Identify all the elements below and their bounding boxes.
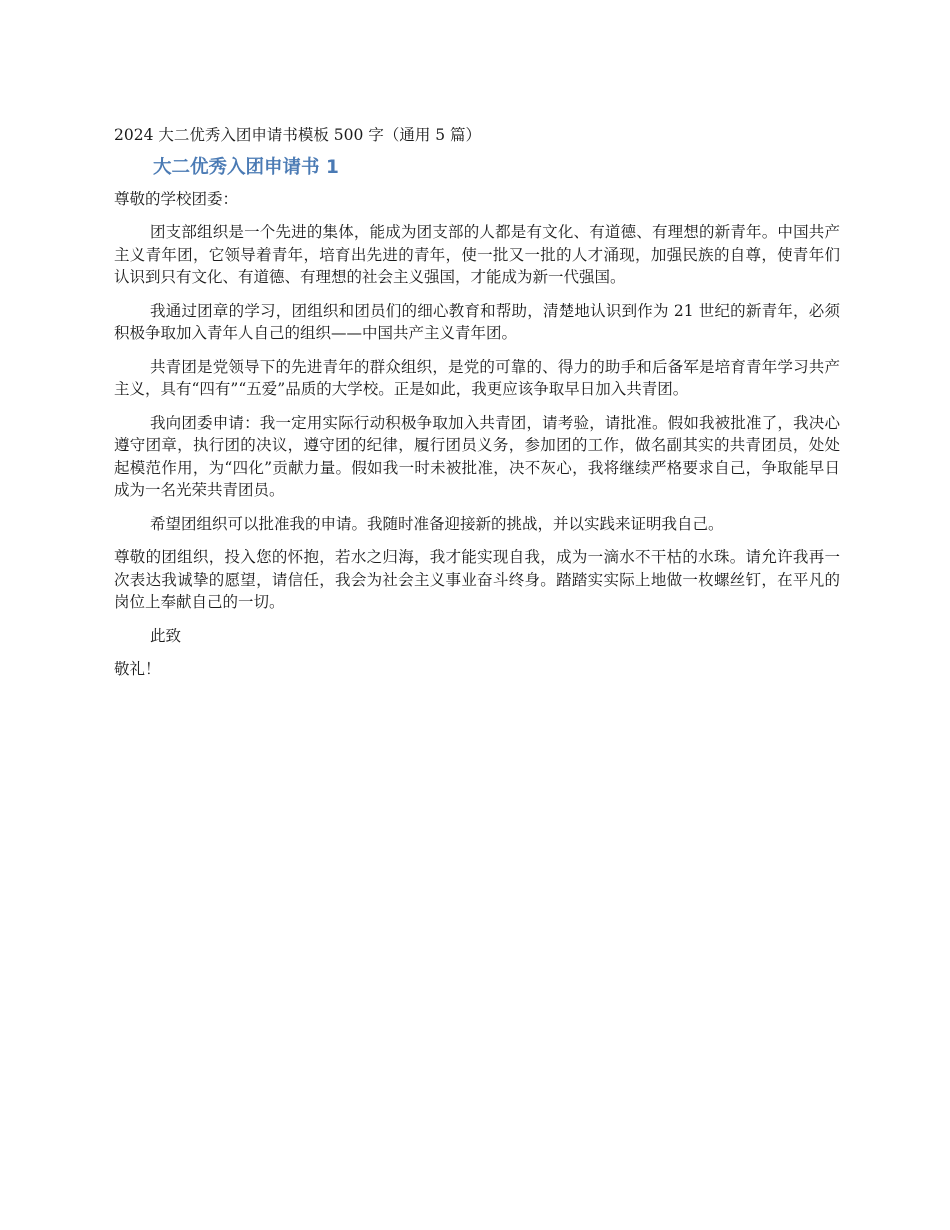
closing-paragraph: 尊敬的团组织，投入您的怀抱，若水之归海，我才能实现自我，成为一滴水不干枯的水珠。请允许我再一次表达我诚挚的愿望，请信任，我会为社会主义事业奋斗终身。踏踏实实际上地做一枚螺丝钉，在平凡的岗位上奉献自己的一切。 <box>114 548 840 611</box>
body-paragraph: 共青团是党领导下的先进青年的群众组织，是党的可靠的、得力的助手和后备军是培育青年学习共产主义，具有“四有”“五爱”品质的大学校。正是如此，我更应该争取早日加入共青团。 <box>114 357 840 398</box>
body-paragraph: 希望团组织可以批准我的申请。我随时准备迎接新的挑战，并以实践来证明我自己。 <box>150 514 724 533</box>
closing-phrase: 此致 <box>150 626 182 645</box>
body-paragraph: 我向团委申请：我一定用实际行动积极争取加入共青团，请考验，请批准。假如我被批准了，我决心遵守团章，执行团的决议，遵守团的纪律，履行团员义务，参加团的工作，做名副其实的共青团员，处处起模范作用，为“四化”贡献力量。假如我一时未被批准，决不灰心，我将继续严格要求自己，争取能早日成为一名光荣共青团员。 <box>114 413 840 499</box>
body-paragraph: 团支部组织是一个先进的集体，能成为团支部的人都是有文化、有道德、有理想的新青年。中国共产主义青年团，它领导着青年，培育出先进的青年，使一批又一批的人才涌现，加强民族的自尊，使青年们认识到只有文化、有道德、有理想的社会主义强国，才能成为新一代强国。 <box>114 223 840 286</box>
salutation: 尊敬的学校团委： <box>114 189 239 208</box>
document-title: 2024 大二优秀入团申请书模板 500 字（通用 5 篇） <box>114 126 482 144</box>
section-heading: 大二优秀入团申请书 1 <box>153 156 339 178</box>
body-paragraph: 我通过团章的学习，团组织和团员们的细心教育和帮助，清楚地认识到作为 21 世纪的新青年，必须积极争取加入青年人自己的组织——中国共产主义青年团。 <box>114 301 840 342</box>
regards: 敬礼！ <box>114 660 161 678</box>
document-page <box>114 124 840 692</box>
